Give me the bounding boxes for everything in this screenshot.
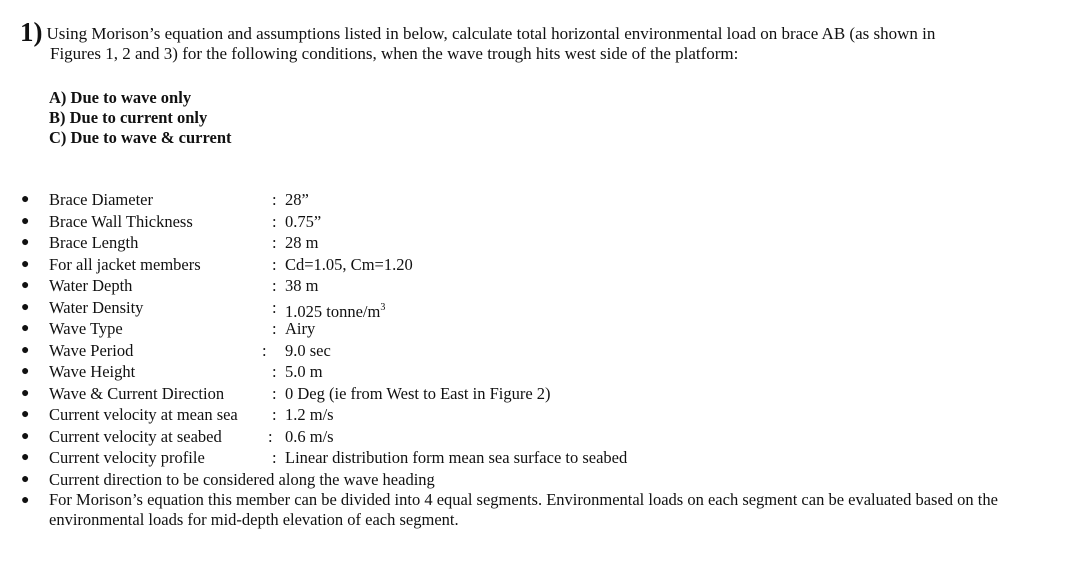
spec-value: Airy (285, 319, 316, 338)
spec-label: Wave Type (49, 319, 123, 338)
spec-row-brace-length (0, 232, 1070, 254)
note-text: Current direction to be considered along the wave heading (49, 469, 435, 489)
spec-label: For all jacket members (49, 254, 201, 274)
spec-colon: : (272, 211, 277, 231)
spec-value: 28” (285, 190, 309, 209)
spec-colon: : (272, 448, 277, 467)
bullet: ● (21, 450, 30, 465)
spec-row-jacket-members (0, 254, 1070, 276)
spec-value: 9.0 sec (285, 340, 331, 360)
spec-row-wall-thickness (0, 211, 1070, 233)
spec-label: Water Depth (49, 276, 133, 295)
note-morison-segments (0, 490, 1070, 534)
spec-row-wave-period (0, 340, 1070, 362)
specs-list (0, 189, 1070, 534)
spec-label: Brace Wall Thickness (49, 211, 193, 231)
question-line-2: Figures 1, 2 and 3) for the following conditions, when the wave trough hits west side of the platform: (50, 44, 739, 63)
bullet: ● (21, 493, 30, 508)
bullet: ● (21, 235, 30, 250)
spec-label: Current velocity at seabed (49, 426, 222, 446)
spec-value: 28 m (285, 233, 319, 252)
spec-value: Cd=1.05, Cm=1.20 (285, 254, 413, 274)
bullet: ● (21, 407, 30, 422)
spec-value: 0.75” (285, 211, 322, 231)
spec-colon: : (272, 362, 277, 381)
parts-list (49, 88, 232, 148)
bullet: ● (21, 299, 30, 315)
spec-label: Wave Period (49, 340, 134, 360)
spec-label: Brace Length (49, 233, 139, 252)
spec-row-wave-height (0, 361, 1070, 383)
question-line-1 (20, 17, 1060, 47)
spec-row-brace-diameter (0, 189, 1070, 211)
superscript: 3 (380, 301, 386, 313)
spec-row-current-seabed (0, 426, 1070, 448)
spec-row-direction (0, 383, 1070, 405)
spec-row-water-depth (0, 275, 1070, 297)
spec-value: 5.0 m (285, 362, 323, 381)
spec-value: 1.2 m/s (285, 405, 334, 424)
spec-row-water-density (0, 297, 1070, 319)
question-block (20, 17, 1060, 64)
spec-label: Brace Diameter (49, 190, 153, 209)
spec-label: Current velocity at mean sea (49, 405, 238, 424)
bullet: ● (21, 342, 30, 358)
bullet: ● (21, 256, 30, 272)
question-text-1: Using Morison’s equation and assumptions listed in below, calculate total horizontal environmental load on brace AB (as shown in (46, 24, 936, 43)
spec-value: 0 Deg (ie from West to East in Figure 2) (285, 383, 551, 403)
spec-colon: : (272, 190, 277, 209)
spec-colon: : (272, 297, 277, 317)
bullet: ● (21, 192, 30, 207)
bullet: ● (21, 321, 30, 336)
spec-colon: : (272, 383, 277, 403)
spec-label: Current velocity profile (49, 448, 205, 467)
bullet: ● (21, 213, 30, 229)
spec-label: Wave & Current Direction (49, 383, 225, 403)
spec-value: 1.025 tonne/m (285, 301, 381, 321)
question-number: 1) (20, 17, 43, 47)
spec-label: Wave Height (49, 362, 136, 381)
spec-colon: : (272, 276, 277, 295)
bullet: ● (21, 471, 30, 487)
spec-row-current-mean-sea (0, 404, 1070, 426)
bullet: ● (21, 428, 30, 444)
spec-row-current-profile (0, 447, 1070, 469)
spec-colon: : (272, 405, 277, 424)
bullet: ● (21, 278, 30, 293)
spec-colon: : (272, 319, 277, 338)
note-text: For Morison’s equation this member can be divided into 4 equal segments. Environmental loads on each segment can be evaluated based on the environmental loads for mid-depth elevation of each segment. (49, 490, 998, 529)
bullet: ● (21, 364, 30, 379)
spec-colon: : (272, 233, 277, 252)
part-a: A) Due to wave only (49, 88, 192, 107)
spec-colon: : (268, 426, 273, 446)
note-current-direction (0, 469, 1070, 491)
spec-colon: : (272, 254, 277, 274)
spec-colon: : (262, 340, 267, 360)
bullet: ● (21, 385, 30, 401)
part-c: C) Due to wave & current (49, 128, 232, 147)
spec-value: Linear distribution form mean sea surface to seabed (285, 448, 628, 467)
spec-row-wave-type (0, 318, 1070, 340)
spec-value: 0.6 m/s (285, 426, 334, 446)
part-b: B) Due to current only (49, 108, 208, 127)
spec-value: 38 m (285, 276, 319, 295)
spec-label: Water Density (49, 297, 144, 317)
